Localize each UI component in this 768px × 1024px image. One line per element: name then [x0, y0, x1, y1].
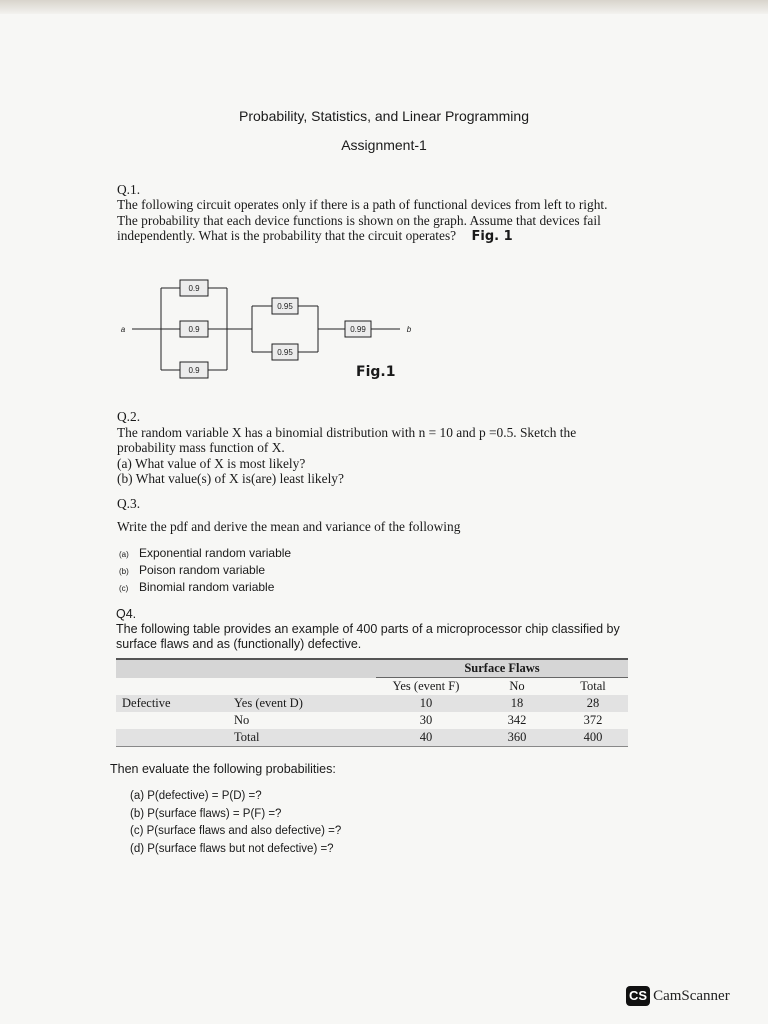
q3-intro: Write the pdf and derive the mean and variance of the following	[117, 519, 461, 534]
table-row	[116, 712, 628, 729]
table-group-header: Surface Flaws	[376, 659, 628, 678]
q3-option-marker: (b)	[119, 567, 129, 576]
q2-part-a: (a) What value of X is most likely?	[117, 455, 306, 471]
fig-caption-handwritten: Fig.1	[356, 364, 396, 380]
q3-option-text: Binomial random variable	[139, 580, 275, 594]
row-label: No	[234, 713, 250, 727]
col-header: No	[509, 679, 525, 693]
q4-part: (b) P(surface flaws) = P(F) =?	[130, 807, 282, 820]
row-group-label: Defective	[122, 696, 171, 710]
device-b3: 0.99	[350, 325, 366, 334]
q3-option-marker: (c)	[119, 584, 129, 593]
q4-part: (a) P(defective) = P(D) =?	[130, 790, 262, 802]
cell: 372	[583, 713, 603, 727]
q4-parts	[130, 788, 341, 858]
q4-part: (d) P(surface flaws but not defective) =?	[130, 842, 334, 855]
document-title: Probability, Statistics, and Linear Programming	[239, 108, 529, 124]
col-header: Yes (event F)	[392, 679, 460, 693]
q1-text	[117, 197, 657, 245]
q2-line-2: probability mass function of X.	[117, 440, 285, 455]
cell: 40	[419, 730, 433, 744]
cell: 400	[583, 730, 603, 744]
cell: 10	[419, 696, 433, 710]
q3-option	[119, 546, 291, 560]
fig-ref-handwritten: Fig. 1	[471, 229, 513, 244]
cell: 360	[507, 730, 527, 744]
q4-block	[116, 607, 656, 652]
q1-question: independently. What is the probability that the circuit operates?	[117, 228, 457, 243]
q4-line-1: The following table provides an example of 400 parts of a microprocessor chip classified by	[116, 622, 620, 636]
device-b2-2: 0.95	[277, 348, 293, 357]
q1-line-3	[117, 228, 657, 245]
cell: 30	[419, 713, 433, 727]
q4-then: Then evaluate the following probabilities:	[110, 762, 336, 776]
device-b2-1: 0.95	[277, 302, 293, 311]
document-subtitle: Assignment-1	[341, 137, 427, 153]
col-header: Total	[580, 679, 606, 693]
row-label: Total	[234, 730, 260, 744]
q3-label: Q.3.	[117, 496, 141, 511]
q3-option	[119, 563, 265, 577]
flaws-table	[116, 658, 628, 747]
q4-label: Q4.	[116, 607, 137, 621]
cell: 28	[586, 696, 600, 710]
q2-part-b: (b) What value(s) of X is(are) least likely?	[117, 471, 344, 486]
q3-option-text: Exponential random variable	[139, 546, 292, 560]
row-label: Yes (event D)	[234, 696, 303, 710]
q3-option-marker: (a)	[119, 550, 129, 559]
circuit-input-label: a	[120, 325, 126, 334]
device-b1-1: 0.9	[188, 284, 200, 293]
q4-part: (c) P(surface flaws and also defective) =?	[130, 825, 342, 837]
camscanner-text: CamScanner	[653, 987, 730, 1004]
q2-label: Q.2.	[117, 409, 141, 424]
device-b1-2: 0.9	[188, 325, 200, 334]
camscanner-watermark	[626, 986, 730, 1006]
cell: 18	[510, 696, 524, 710]
device-b1-3: 0.9	[188, 366, 200, 375]
circuit-output-label: b	[406, 325, 412, 334]
q2-block	[117, 409, 657, 487]
q4-line-2: surface flaws and as (functionally) defective.	[116, 637, 362, 651]
scan-top-edge	[0, 0, 768, 14]
table-row	[116, 695, 628, 712]
q1-label: Q.1.	[117, 182, 141, 197]
table-row	[116, 729, 628, 747]
q1-line-1: The following circuit operates only if there is a path of functional devices from left to right.	[117, 197, 608, 212]
q2-line-1: The random variable X has a binomial distribution with n = 10 and p =0.5. Sketch the	[117, 424, 577, 440]
cell: 342	[507, 713, 527, 727]
q1-line-2: The probability that each device functions is shown on the graph. Assume that devices fail	[117, 212, 601, 228]
camscanner-logo: CS	[626, 986, 650, 1006]
q3-option-text: Poison random variable	[139, 563, 266, 577]
q3-option	[119, 580, 274, 594]
